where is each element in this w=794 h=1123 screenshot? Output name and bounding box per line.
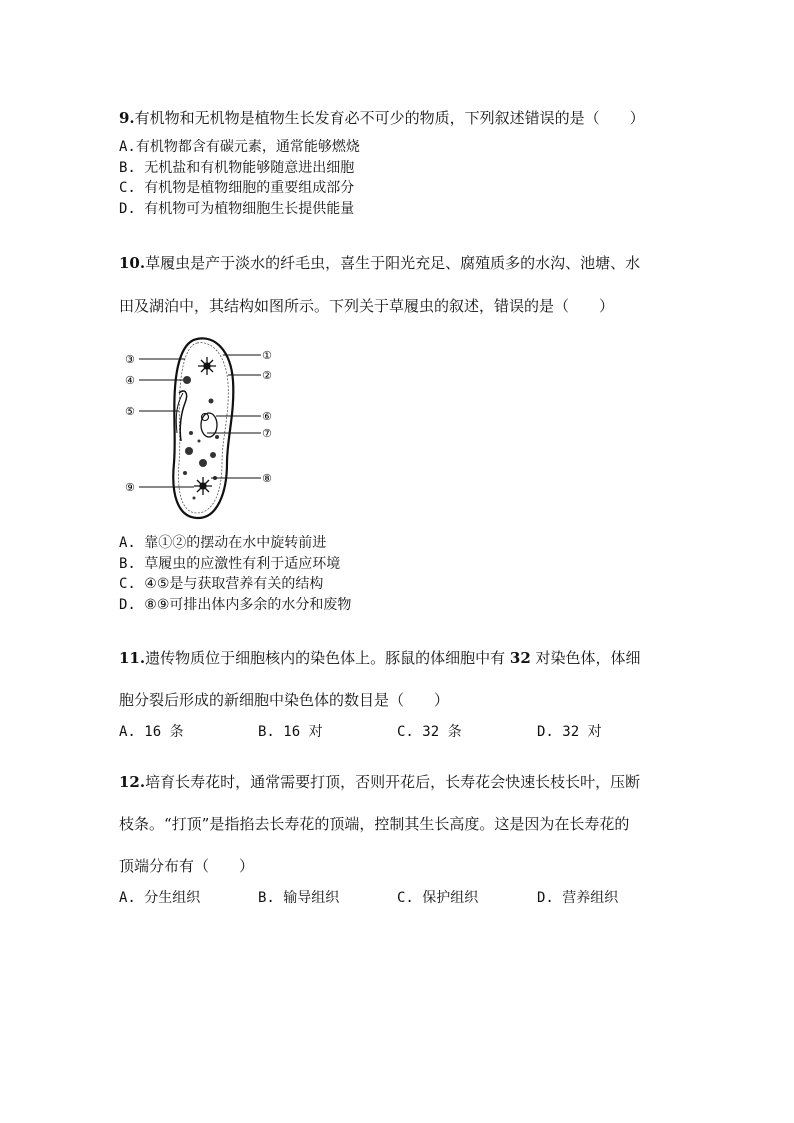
- contractile-vacuole-bottom-shape: [194, 477, 212, 495]
- question-12-option-a: A. 分生组织: [119, 890, 201, 906]
- question-9-option-d: D. 有机物可为植物细胞生长提供能量: [119, 200, 355, 217]
- figure-label-5: ⑤: [125, 405, 135, 418]
- figure-label-6: ⑥: [262, 410, 272, 423]
- question-9-option-b: B. 无机盐和有机物能够随意进出细胞: [119, 159, 355, 176]
- paramecium-figure: [119, 333, 299, 523]
- question-11-option-c: C. 32 条: [397, 724, 462, 740]
- question-9-number: 9.: [119, 109, 135, 127]
- question-12-option-b: B. 输导组织: [258, 890, 340, 906]
- figure-label-4: ④: [125, 374, 135, 387]
- question-12-option-d: D. 营养组织: [537, 890, 619, 906]
- question-9-option-a: A.有机物都含有碳元素，通常能够燃烧: [119, 139, 360, 155]
- question-10-option-c: C. ④⑤是与获取营养有关的结构: [119, 576, 324, 592]
- figure-label-9: ⑨: [125, 481, 135, 494]
- figure-label-2: ②: [262, 369, 272, 382]
- question-10-stem-line1: 10.草履虫是产于淡水的纤毛虫，喜生于阳光充足、腐殖质多的水沟、池塘、水: [119, 254, 641, 272]
- figure-label-8: ⑧: [262, 472, 272, 485]
- figure-label-7: ⑦: [262, 427, 272, 440]
- question-9-stem: 9.有机物和无机物是植物生长发育必不可少的物质，下列叙述错误的是（ ）: [119, 109, 645, 127]
- question-10-number: 10.: [119, 254, 146, 272]
- question-9: [119, 107, 679, 219]
- question-10-option-d: D. ⑧⑨可排出体内多余的水分和废物: [119, 596, 352, 613]
- figure-label-1: ①: [262, 349, 272, 362]
- question-11-stem-line1: 11.遗传物质位于细胞核内的染色体上。豚鼠的体细胞中有 32 对染色体，体细: [119, 649, 641, 667]
- figure-label-3: ③: [125, 353, 135, 366]
- question-11-option-a: A. 16 条: [119, 724, 184, 740]
- question-10-option-b: B. 草履虫的应激性有利于适应环境: [119, 555, 341, 572]
- contractile-vacuole-top-shape: [198, 357, 216, 375]
- question-9-option-c: C. 有机物是植物细胞的重要组成部分: [119, 180, 355, 196]
- question-11-option-b: B. 16 对: [258, 724, 323, 740]
- question-11-option-d: D. 32 对: [537, 724, 602, 740]
- question-10-option-a: A. 靠①②的摆动在水中旋转前进: [119, 535, 327, 551]
- question-12-stem-line3: 顶端分布有（ ）: [119, 857, 255, 875]
- question-10-stem-line2: 田及湖泊中，其结构如图所示。下列关于草履虫的叙述，错误的是（ ）: [119, 297, 615, 315]
- question-12-stem-line1: 12.培育长寿花时，通常需要打顶，否则开花后，长寿花会快速长枝长叶，压断: [119, 773, 641, 791]
- question-12-option-c: C. 保护组织: [397, 890, 479, 906]
- question-10-options: [119, 533, 679, 615]
- question-11-number: 11.: [119, 649, 146, 667]
- question-12-number: 12.: [119, 773, 146, 791]
- question-12-stem-line2: 枝条。“打顶”是指掐去长寿花的顶端，控制其生长高度。这是因为在长寿花的: [119, 815, 630, 833]
- question-11-stem-line2: 胞分裂后形成的新细胞中染色体的数目是（ ）: [119, 691, 450, 709]
